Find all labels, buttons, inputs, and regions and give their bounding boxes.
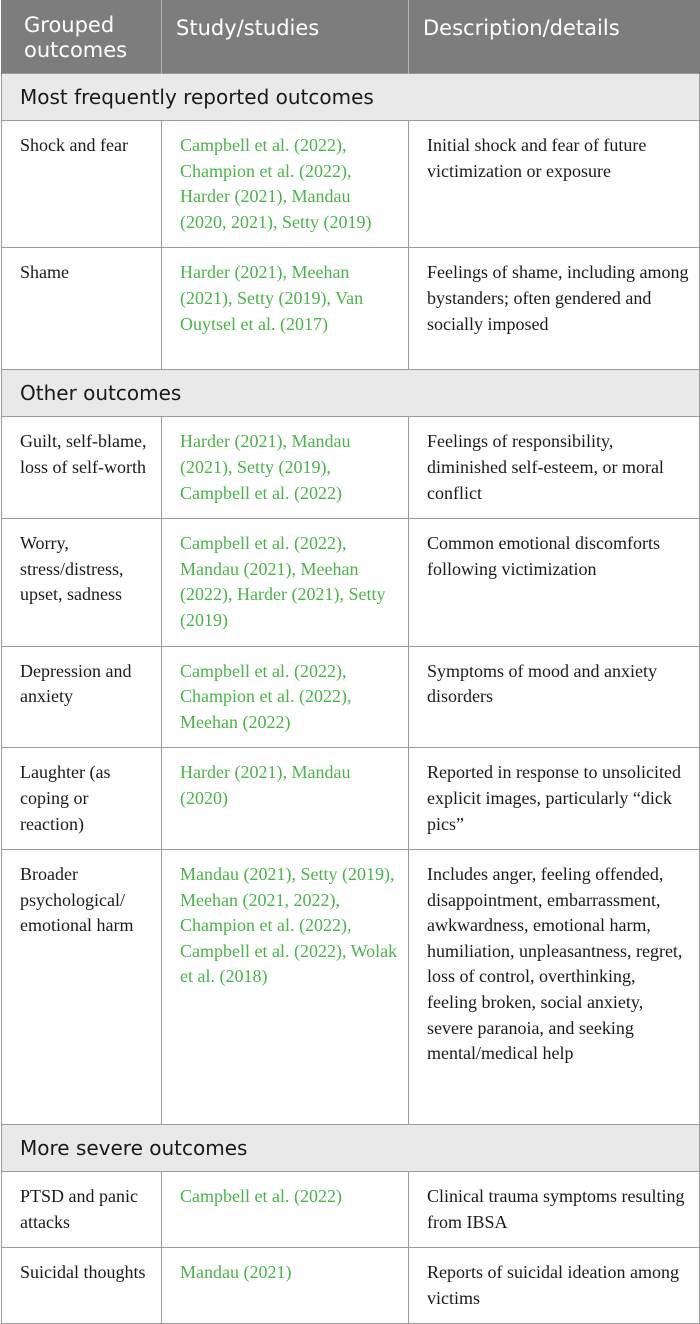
- studies-cell: Harder (2021), Meehan (2021), Setty (2019), Van Ouytsel et al. (2017): [162, 248, 409, 370]
- table-row: [2, 1248, 700, 1324]
- outcome-cell: Broader psychological/ emotional harm: [2, 850, 162, 1125]
- description-cell: Feelings of shame, including among bystanders; often gendered and socially imposed: [409, 248, 700, 370]
- table-row: [2, 850, 700, 1125]
- header-studies: Study/studies: [162, 0, 409, 74]
- table-row: [2, 519, 700, 646]
- table-row: [2, 417, 700, 519]
- section-row: [2, 1125, 700, 1172]
- outcome-cell: Suicidal thoughts: [2, 1248, 162, 1324]
- studies-cell: Harder (2021), Mandau (2020): [162, 748, 409, 850]
- section-row: [2, 370, 700, 417]
- studies-cell: Campbell et al. (2022), Champion et al. (2022), Harder (2021), Mandau (2020, 2021), Setty (2019): [162, 121, 409, 248]
- outcomes-table: [1, 0, 700, 1324]
- description-cell: Feelings of responsibility, diminished self-esteem, or moral conflict: [409, 417, 700, 519]
- outcome-cell: Shock and fear: [2, 121, 162, 248]
- studies-cell: Mandau (2021), Setty (2019), Meehan (2021, 2022), Champion et al. (2022), Campbell et al. (2022), Wolak et al. (2018): [162, 850, 409, 1125]
- table-row: [2, 121, 700, 248]
- description-cell: Reported in response to unsolicited explicit images, particularly “dick pics”: [409, 748, 700, 850]
- outcome-cell: Guilt, self-blame, loss of self-worth: [2, 417, 162, 519]
- section-title: Most frequently reported outcomes: [2, 74, 700, 121]
- description-cell: Initial shock and fear of future victimization or exposure: [409, 121, 700, 248]
- header-grouped-outcomes: Grouped outcomes: [2, 0, 162, 74]
- description-cell: Includes anger, feeling offended, disappointment, embarrassment, awkwardness, emotional harm, humiliation, unpleasantness, regret, loss of control, overthinking, feeling broken, social anxiety, severe paranoia, and seeking mental/medical help: [409, 850, 700, 1125]
- section-row: [2, 74, 700, 121]
- studies-cell: Campbell et al. (2022), Champion et al. (2022), Meehan (2022): [162, 646, 409, 748]
- outcome-cell: Depression and anxiety: [2, 646, 162, 748]
- description-cell: Common emotional discomforts following victimization: [409, 519, 700, 646]
- outcome-cell: PTSD and panic attacks: [2, 1172, 162, 1248]
- studies-cell: Harder (2021), Mandau (2021), Setty (2019), Campbell et al. (2022): [162, 417, 409, 519]
- section-title: Other outcomes: [2, 370, 700, 417]
- table-row: [2, 1172, 700, 1248]
- description-cell: Clinical trauma symptoms resulting from IBSA: [409, 1172, 700, 1248]
- studies-cell: Campbell et al. (2022), Mandau (2021), Meehan (2022), Harder (2021), Setty (2019): [162, 519, 409, 646]
- outcome-cell: Worry, stress/distress, upset, sadness: [2, 519, 162, 646]
- table-header-row: [2, 0, 700, 74]
- description-cell: Reports of suicidal ideation among victims: [409, 1248, 700, 1324]
- outcome-cell: Laughter (as coping or reaction): [2, 748, 162, 850]
- header-description: Description/details: [409, 0, 700, 74]
- outcome-cell: Shame: [2, 248, 162, 370]
- table-row: [2, 646, 700, 748]
- section-title: More severe outcomes: [2, 1125, 700, 1172]
- table-row: [2, 748, 700, 850]
- studies-cell: Mandau (2021): [162, 1248, 409, 1324]
- description-cell: Symptoms of mood and anxiety disorders: [409, 646, 700, 748]
- table-row: [2, 248, 700, 370]
- studies-cell: Campbell et al. (2022): [162, 1172, 409, 1248]
